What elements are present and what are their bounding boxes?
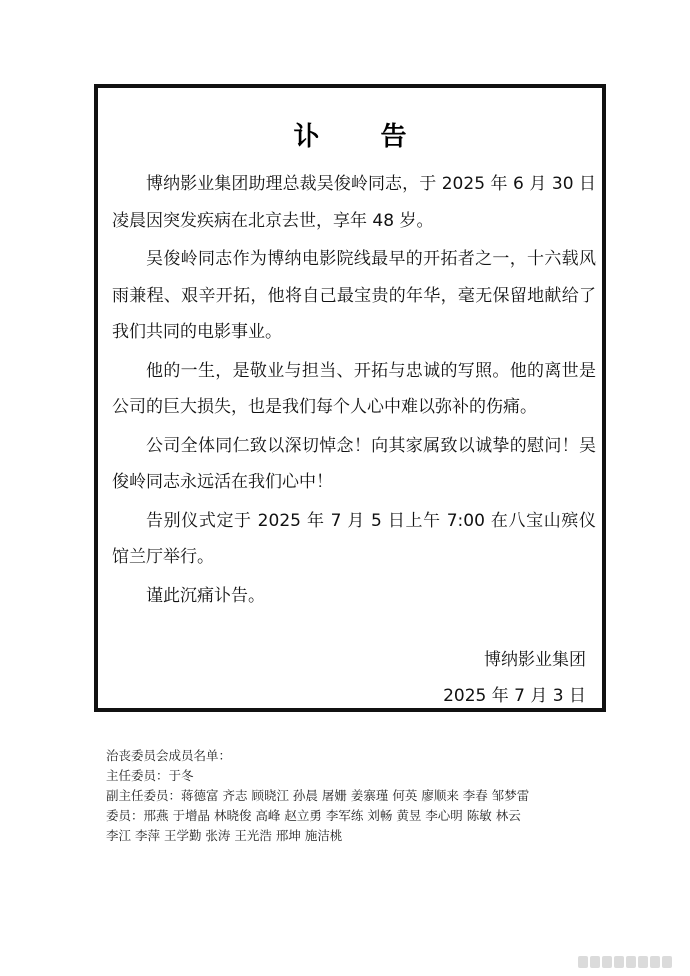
signature-organization: 博纳影业集团 [484, 650, 586, 670]
watermark-mark [662, 956, 672, 968]
platform-watermark [578, 956, 672, 968]
notice-paragraph-3: 他的一生，是敬业与担当、开拓与忠诚的写照。他的离世是公司的巨大损失，也是我们每个人心中难以弥补的伤痛。 [112, 360, 596, 417]
committee-heading: 治丧委员会成员名单： [106, 748, 232, 763]
watermark-mark [638, 956, 648, 968]
watermark-mark [602, 956, 612, 968]
committee-vice-chairs: 副主任委员：蒋德富 齐志 顾晓江 孙晨 屠姗 姜寨瑾 何英 廖顺来 李春 邹梦雷 [106, 788, 530, 803]
signature-block [443, 642, 586, 714]
funeral-committee-list [106, 746, 626, 846]
obituary-notice-frame [94, 84, 606, 712]
notice-paragraph-5: 告别仪式定于 2025 年 7 月 5 日上午 7:00 在八宝山殡仪馆兰厅举行。 [112, 510, 596, 567]
notice-paragraph-6: 谨此沉痛讣告。 [146, 585, 265, 606]
notice-title: 讣 告 [293, 122, 433, 152]
watermark-mark [590, 956, 600, 968]
notice-paragraph-2: 吴俊岭同志作为博纳电影院线最早的开拓者之一，十六载风雨兼程、艰辛开拓，他将自己最宝贵的年华，毫无保留地献给了我们共同的电影事业。 [112, 249, 596, 342]
watermark-mark [614, 956, 624, 968]
committee-members-line-2: 李江 李萍 王学勤 张涛 王光浩 邢坤 施洁桃 [106, 828, 343, 843]
watermark-mark [626, 956, 636, 968]
watermark-mark [650, 956, 660, 968]
signature-date: 2025 年 7 月 3 日 [443, 686, 586, 706]
watermark-mark [578, 956, 588, 968]
notice-body [112, 166, 596, 616]
committee-chair: 主任委员：于冬 [106, 768, 194, 783]
notice-paragraph-1: 博纳影业集团助理总裁吴俊岭同志，于 2025 年 6 月 30 日凌晨因突发疾病在北京去世，享年 48 岁。 [112, 174, 596, 231]
committee-members-line-1: 委员：邢燕 于增晶 林晓俊 高峰 赵立勇 李军练 刘畅 黄昱 李心明 陈敏 林云 [106, 808, 521, 823]
notice-paragraph-4: 公司全体同仁致以深切悼念！向其家属致以诚挚的慰问！吴俊岭同志永远活在我们心中！ [112, 435, 596, 492]
